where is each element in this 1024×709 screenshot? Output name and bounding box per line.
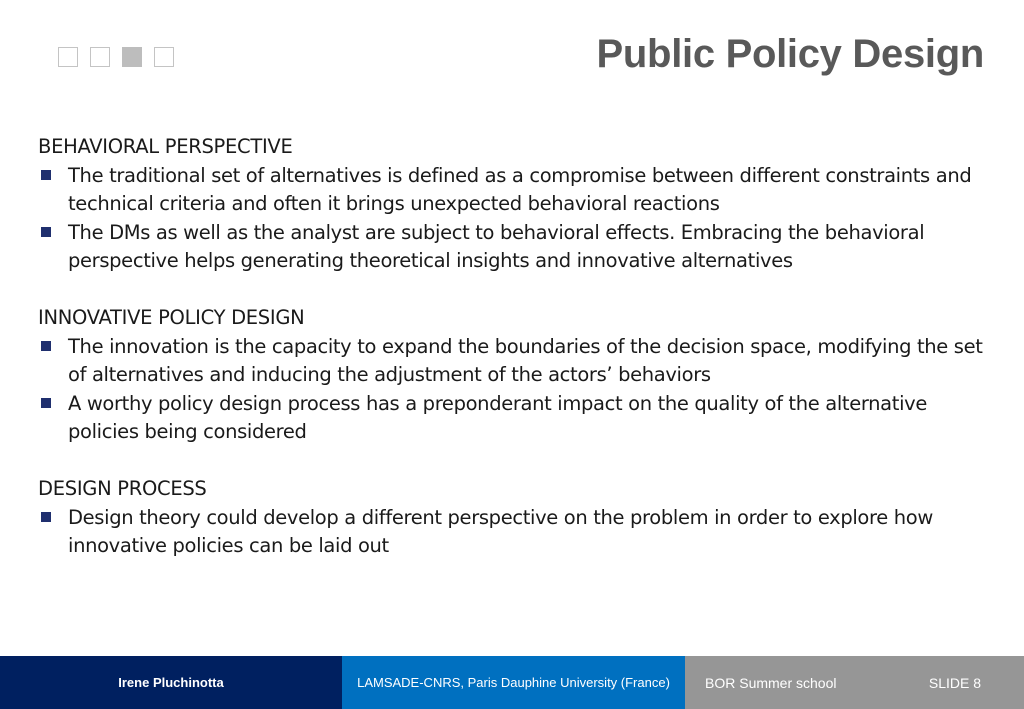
section-heading: DESIGN PROCESS [38,477,207,500]
section-heading: INNOVATIVE POLICY DESIGN [38,306,305,329]
bullet-item [38,390,998,447]
section-behavioral-perspective [38,133,998,276]
square-bullet-icon [41,341,51,351]
footer-event-panel [685,656,1024,709]
bullet-item [38,504,998,561]
progress-square-3-active [122,47,142,67]
bullet-text: Design theory could develop a different perspective on the problem in order to explore how innovative policies can be laid out [68,505,933,557]
bullet-text: The innovation is the capacity to expand the boundaries of the decision space, modifying the set of alternatives and inducing the adjustment of the actors’ behaviors [68,334,983,386]
slide-footer [0,656,1024,709]
bullet-item [38,219,998,276]
square-bullet-icon [41,170,51,180]
square-bullet-icon [41,398,51,408]
slide-title: Public Policy Design [596,32,984,76]
footer-affiliation: LAMSADE-CNRS, Paris Dauphine University (France) [342,656,685,709]
slide-progress-indicator [58,47,174,67]
square-bullet-icon [41,227,51,237]
bullet-item [38,162,998,219]
bullet-item [38,333,998,390]
section-design-process [38,475,998,561]
slide-body [38,133,998,589]
footer-event: BOR Summer school [705,675,837,691]
progress-square-1 [58,47,78,67]
square-bullet-icon [41,512,51,522]
progress-square-4 [154,47,174,67]
bullet-text: A worthy policy design process has a preponderant impact on the quality of the alternative policies being considered [68,391,927,443]
progress-square-2 [90,47,110,67]
footer-author: Irene Pluchinotta [0,656,342,709]
section-heading: BEHAVIORAL PERSPECTIVE [38,135,293,158]
slide-number: SLIDE 8 [928,675,981,691]
section-innovative-policy-design [38,304,998,447]
bullet-text: The traditional set of alternatives is defined as a compromise between different constraints and technical criteria and often it brings unexpected behavioral reactions [68,163,972,215]
bullet-text: The DMs as well as the analyst are subject to behavioral effects. Embracing the behavioral perspective helps generating theoretical insights and innovative alternatives [68,220,925,272]
